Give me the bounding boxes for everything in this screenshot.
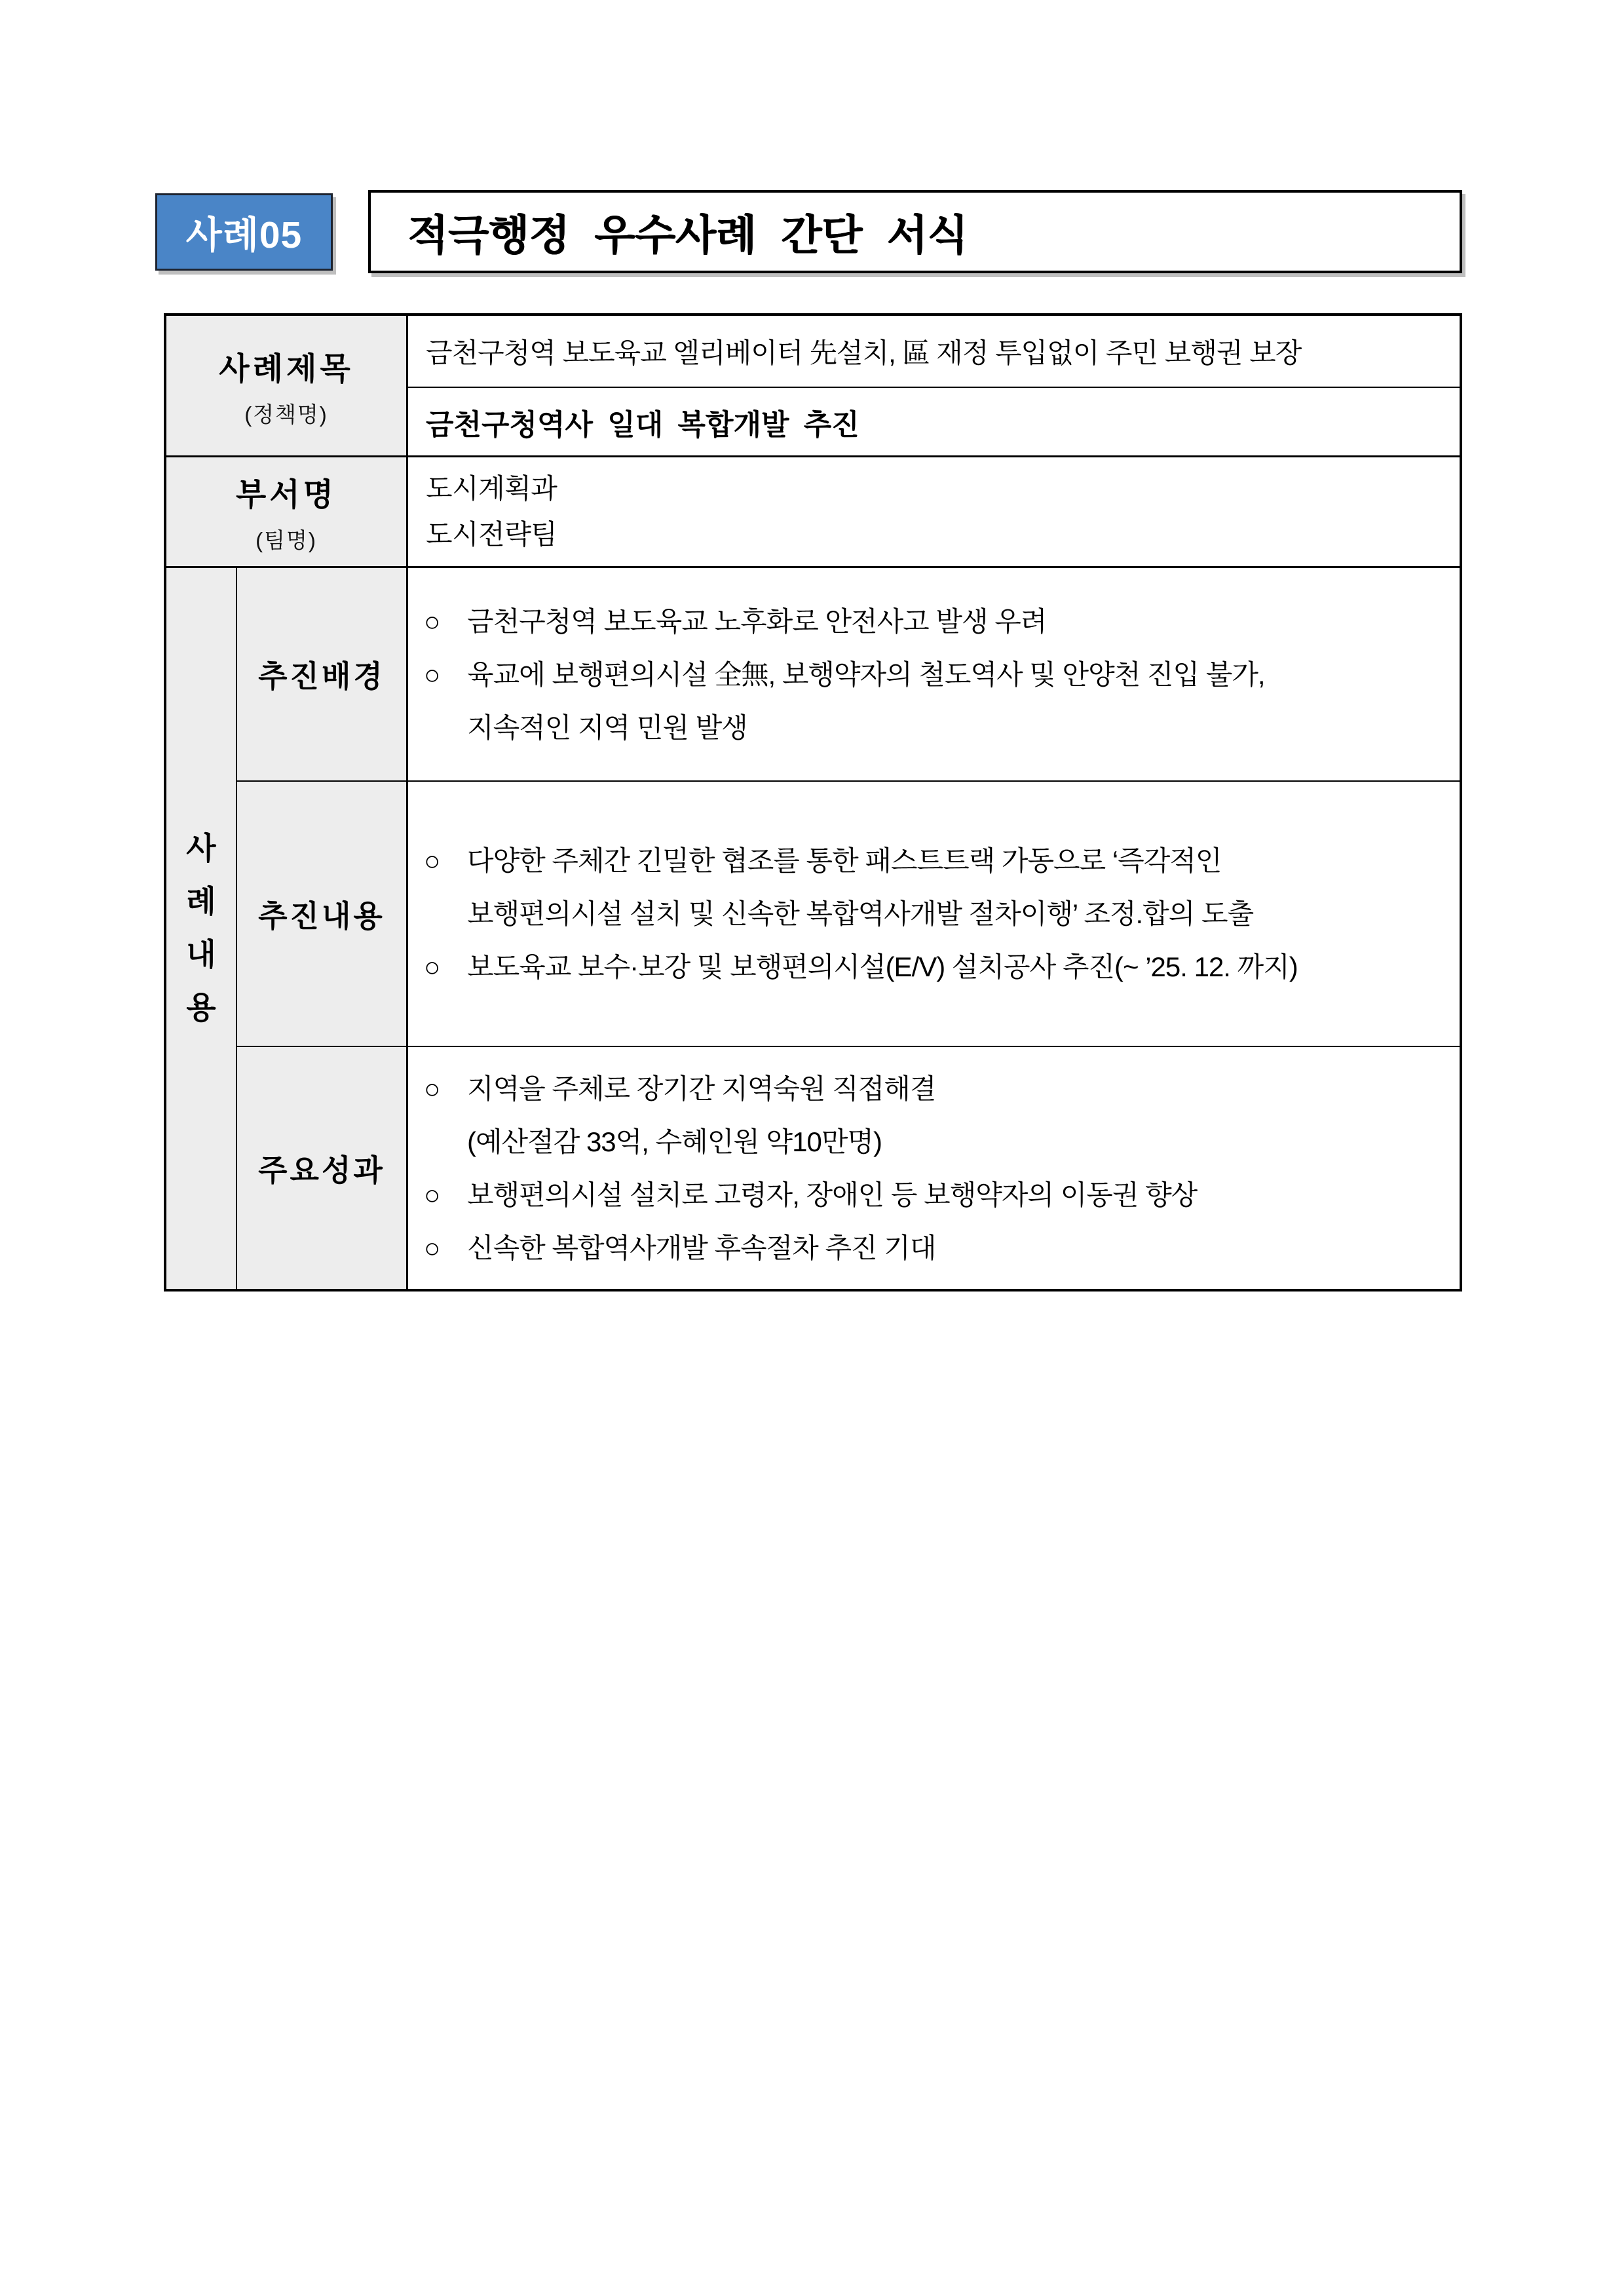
bullet-line: 신속한 복합역사개발 후속절차 추진 기대 <box>467 1232 936 1263</box>
circle-bullet-icon: ○ <box>424 1073 441 1104</box>
bullet-line: 보도육교 보수·보강 및 보행편의시설(E/V) 설치공사 추진(~ ’25. 12. 까지) <box>467 951 1298 982</box>
department-value-cell <box>406 455 1460 566</box>
list-item <box>424 940 1456 993</box>
list-item <box>424 834 1456 940</box>
department-header-cell <box>166 455 406 566</box>
circle-bullet-icon: ○ <box>424 845 441 876</box>
department-label: 부서명 <box>235 478 337 512</box>
bullet-line: 보행편의시설 설치로 고령자, 장애인 등 보행약자의 이동권 향상 <box>467 1179 1198 1210</box>
list-item <box>424 1168 1456 1221</box>
bullet-line: 금천구청역 보도육교 노후화로 안전사고 발생 우려 <box>467 605 1047 637</box>
section-background-content-cell <box>406 566 1460 780</box>
policy-name-value: 금천구청역 보도육교 엘리베이터 先설치, 區 재정 투입없이 주민 보행권 보장 <box>426 337 1302 368</box>
case-name-value: 금천구청역사 일대 복합개발 추진 <box>426 408 859 441</box>
section-results-header-cell <box>236 1046 406 1289</box>
document-title-box <box>368 190 1462 273</box>
circle-bullet-icon: ○ <box>424 605 441 637</box>
policy-name-cell <box>406 316 1460 387</box>
section-background-label: 추진배경 <box>258 659 385 693</box>
section-details-label: 추진내용 <box>258 898 385 933</box>
case-number-label: 사례05 <box>185 214 303 256</box>
bullet-line: 보행편의시설 설치 및 신속한 복합역사개발 절차이행’ 조정.합의 도출 <box>467 898 1254 929</box>
circle-bullet-icon: ○ <box>424 1232 441 1263</box>
bullet-line: 지속적인 지역 민원 발생 <box>467 712 747 743</box>
section-results-content-cell <box>406 1046 1460 1289</box>
section-background-header-cell <box>236 566 406 780</box>
bullet-line: 다양한 주체간 긴밀한 협조를 통한 패스트트랙 가동으로 ‘즉각적인 <box>467 845 1222 876</box>
bullet-line: 지역을 주체로 장기간 지역숙원 직접해결 <box>467 1073 936 1104</box>
bullet-line: (예산절감 33억, 수혜인원 약10만명) <box>467 1126 882 1157</box>
case-title-sublabel: (정책명) <box>244 402 328 427</box>
document-title: 적극행정 우수사례 간단 서식 <box>407 211 968 259</box>
case-title-label: 사례제목 <box>219 351 354 387</box>
circle-bullet-icon: ○ <box>424 1179 441 1210</box>
department-name: 도시계획과 <box>426 473 557 504</box>
case-content-label: 사례내용 <box>186 831 216 1025</box>
section-details-header-cell <box>236 780 406 1046</box>
case-form-table <box>164 313 1462 1292</box>
case-content-header-cell <box>166 566 236 1289</box>
section-results-label: 주요성과 <box>258 1153 385 1187</box>
department-sublabel: (팀명) <box>255 528 317 552</box>
case-title-header-cell <box>166 316 406 455</box>
circle-bullet-icon: ○ <box>424 659 441 690</box>
team-name: 도시전략팀 <box>426 519 557 550</box>
list-item <box>424 1221 1456 1274</box>
list-item <box>424 648 1456 754</box>
list-item <box>424 595 1456 648</box>
bullet-line: 육교에 보행편의시설 全無, 보행약자의 철도역사 및 안양천 진입 불가, <box>467 659 1265 690</box>
case-name-cell <box>406 387 1460 455</box>
section-details-content-cell <box>406 780 1460 1046</box>
circle-bullet-icon: ○ <box>424 951 441 982</box>
case-number-badge <box>155 193 333 271</box>
list-item <box>424 1062 1456 1168</box>
